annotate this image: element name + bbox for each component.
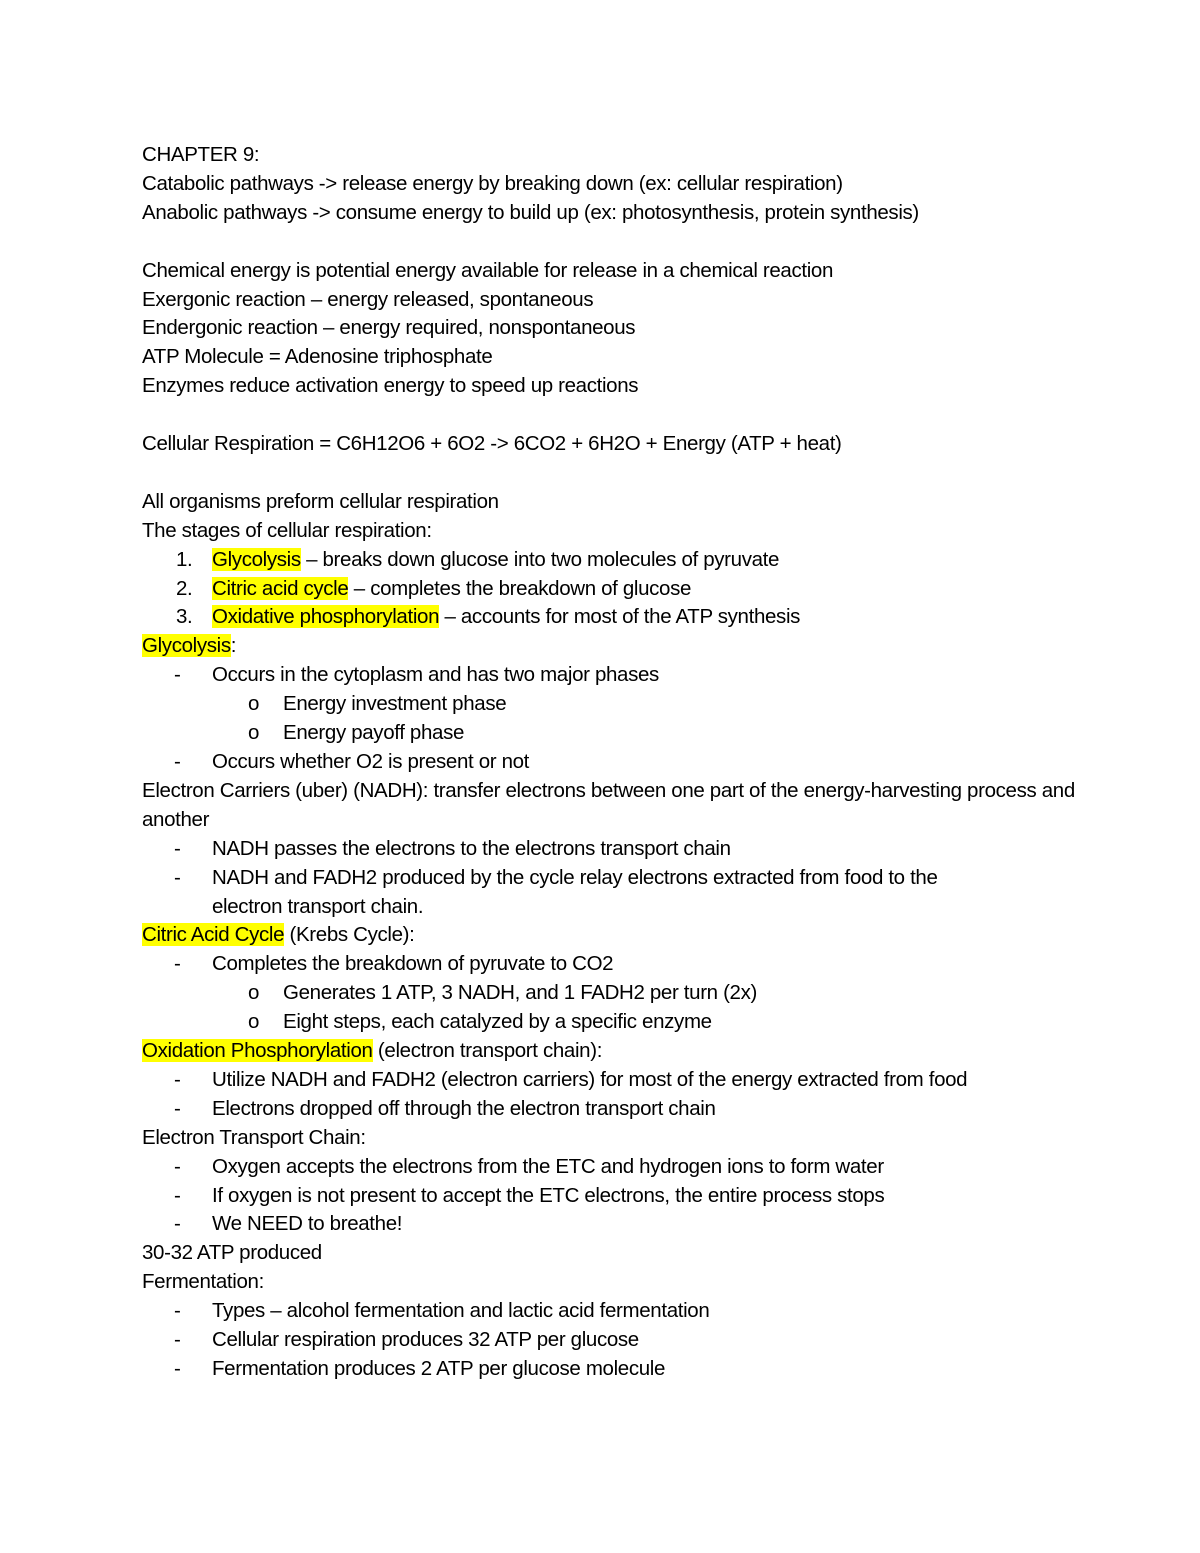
stage-description: – completes the breakdown of glucose <box>348 576 692 600</box>
stage-description: – accounts for most of the ATP synthesis <box>439 605 801 629</box>
stage-description: – breaks down glucose into two molecules of pyruvate <box>300 547 780 571</box>
stage-item <box>142 546 1142 575</box>
atp-produced-line: 30-32 ATP produced <box>142 1241 322 1265</box>
stage-item <box>142 603 1142 632</box>
bullet-item: - Oxygen accepts the electrons from the ETC and hydrogen ions to form water <box>142 1153 1142 1182</box>
bullet-item: - Utilize NADH and FADH2 (electron carriers) for most of the energy extracted from food <box>142 1066 1142 1095</box>
highlighted-term: Citric Acid Cycle <box>142 923 285 947</box>
highlighted-term: Glycolysis <box>212 547 301 571</box>
blank-line <box>142 459 1142 488</box>
stage-number: 1. <box>176 547 193 571</box>
stages-heading: The stages of cellular respiration: <box>142 518 432 542</box>
dash-marker: - <box>174 1096 181 1120</box>
sub-bullet-item: o Eight steps, each catalyzed by a specific enzyme <box>142 1008 1142 1037</box>
exergonic-line: Exergonic reaction – energy released, spontaneous <box>142 287 594 311</box>
circle-marker: o <box>248 721 260 745</box>
sub-bullet-item: o Generates 1 ATP, 3 NADH, and 1 FADH2 per turn (2x) <box>142 979 1142 1008</box>
fermentation-heading: Fermentation: <box>142 1270 264 1294</box>
bullet-item: - Electrons dropped off through the electron transport chain <box>142 1095 1142 1124</box>
stage-item <box>142 575 1142 604</box>
endergonic-line: Endergonic reaction – energy required, nonspontaneous <box>142 316 636 340</box>
dash-marker: - <box>174 1212 181 1236</box>
dash-marker: - <box>174 1328 181 1352</box>
atp-line: ATP Molecule = Adenosine triphosphate <box>142 345 493 369</box>
highlighted-term: Glycolysis <box>142 634 231 658</box>
bullet-item: - Cellular respiration produces 32 ATP per glucose <box>142 1326 1142 1355</box>
bullet-item: - We NEED to breathe! <box>142 1210 1142 1239</box>
blank-line <box>142 228 1142 257</box>
circle-marker: o <box>248 981 260 1005</box>
citric-acid-heading: Citric Acid Cycle (Krebs Cycle): <box>142 923 415 947</box>
highlighted-term: Oxidative phosphorylation <box>212 605 440 629</box>
dash-marker: - <box>174 952 181 976</box>
dash-marker: - <box>174 1299 181 1323</box>
dash-marker: - <box>174 1154 181 1178</box>
bullet-item: - NADH passes the electrons to the electrons transport chain <box>142 835 1142 864</box>
dash-marker: - <box>174 749 181 773</box>
catabolic-line: Catabolic pathways -> release energy by breaking down (ex: cellular respiration) <box>142 171 843 195</box>
equation-line: Cellular Respiration = C6H12O6 + 6O2 -> 6CO2 + 6H2O + Energy (ATP + heat) <box>142 432 842 456</box>
sub-bullet-item: o Energy investment phase <box>142 690 1142 719</box>
dash-marker: - <box>174 1357 181 1381</box>
bullet-item: - Occurs in the cytoplasm and has two major phases <box>142 661 1142 690</box>
chapter-title: CHAPTER 9: <box>142 143 260 166</box>
anabolic-line: Anabolic pathways -> consume energy to build up (ex: photosynthesis, protein synthesis) <box>142 200 919 224</box>
highlighted-term: Citric acid cycle <box>212 576 349 600</box>
bullet-item: - Fermentation produces 2 ATP per glucose molecule <box>142 1355 1142 1384</box>
glycolysis-heading: Glycolysis: <box>142 634 237 658</box>
electron-carriers-paragraph: Electron Carriers (uber) (NADH): transfer electrons between one part of the energy-harvesting process and another <box>142 778 1075 831</box>
bullet-item: - Completes the breakdown of pyruvate to CO2 <box>142 950 1142 979</box>
chemical-energy-line: Chemical energy is potential energy available for release in a chemical reaction <box>142 258 834 282</box>
dash-marker: - <box>174 1067 181 1091</box>
highlighted-term: Oxidation Phosphorylation <box>142 1039 373 1063</box>
all-organisms-line: All organisms preform cellular respiration <box>142 489 499 513</box>
stage-number: 2. <box>176 576 193 600</box>
dash-marker: - <box>174 1183 181 1207</box>
stage-number: 3. <box>176 605 193 629</box>
dash-marker: - <box>174 663 181 687</box>
sub-bullet-item: o Energy payoff phase <box>142 719 1142 748</box>
circle-marker: o <box>248 692 260 716</box>
etc-heading: Electron Transport Chain: <box>142 1125 366 1149</box>
bullet-item: - NADH and FADH2 produced by the cycle relay electrons extracted from food to the electron transport chain. <box>174 865 938 918</box>
oxidation-heading: Oxidation Phosphorylation (electron transport chain): <box>142 1039 603 1063</box>
document-page <box>142 141 1142 1384</box>
dash-marker: - <box>174 865 181 889</box>
blank-line <box>142 401 1142 430</box>
bullet-item: - If oxygen is not present to accept the ETC electrons, the entire process stops <box>142 1182 1142 1211</box>
bullet-item: - Types – alcohol fermentation and lactic acid fermentation <box>142 1297 1142 1326</box>
enzymes-line: Enzymes reduce activation energy to speed up reactions <box>142 374 639 398</box>
dash-marker: - <box>174 836 181 860</box>
circle-marker: o <box>248 1010 260 1034</box>
bullet-item: - Occurs whether O2 is present or not <box>142 748 1142 777</box>
